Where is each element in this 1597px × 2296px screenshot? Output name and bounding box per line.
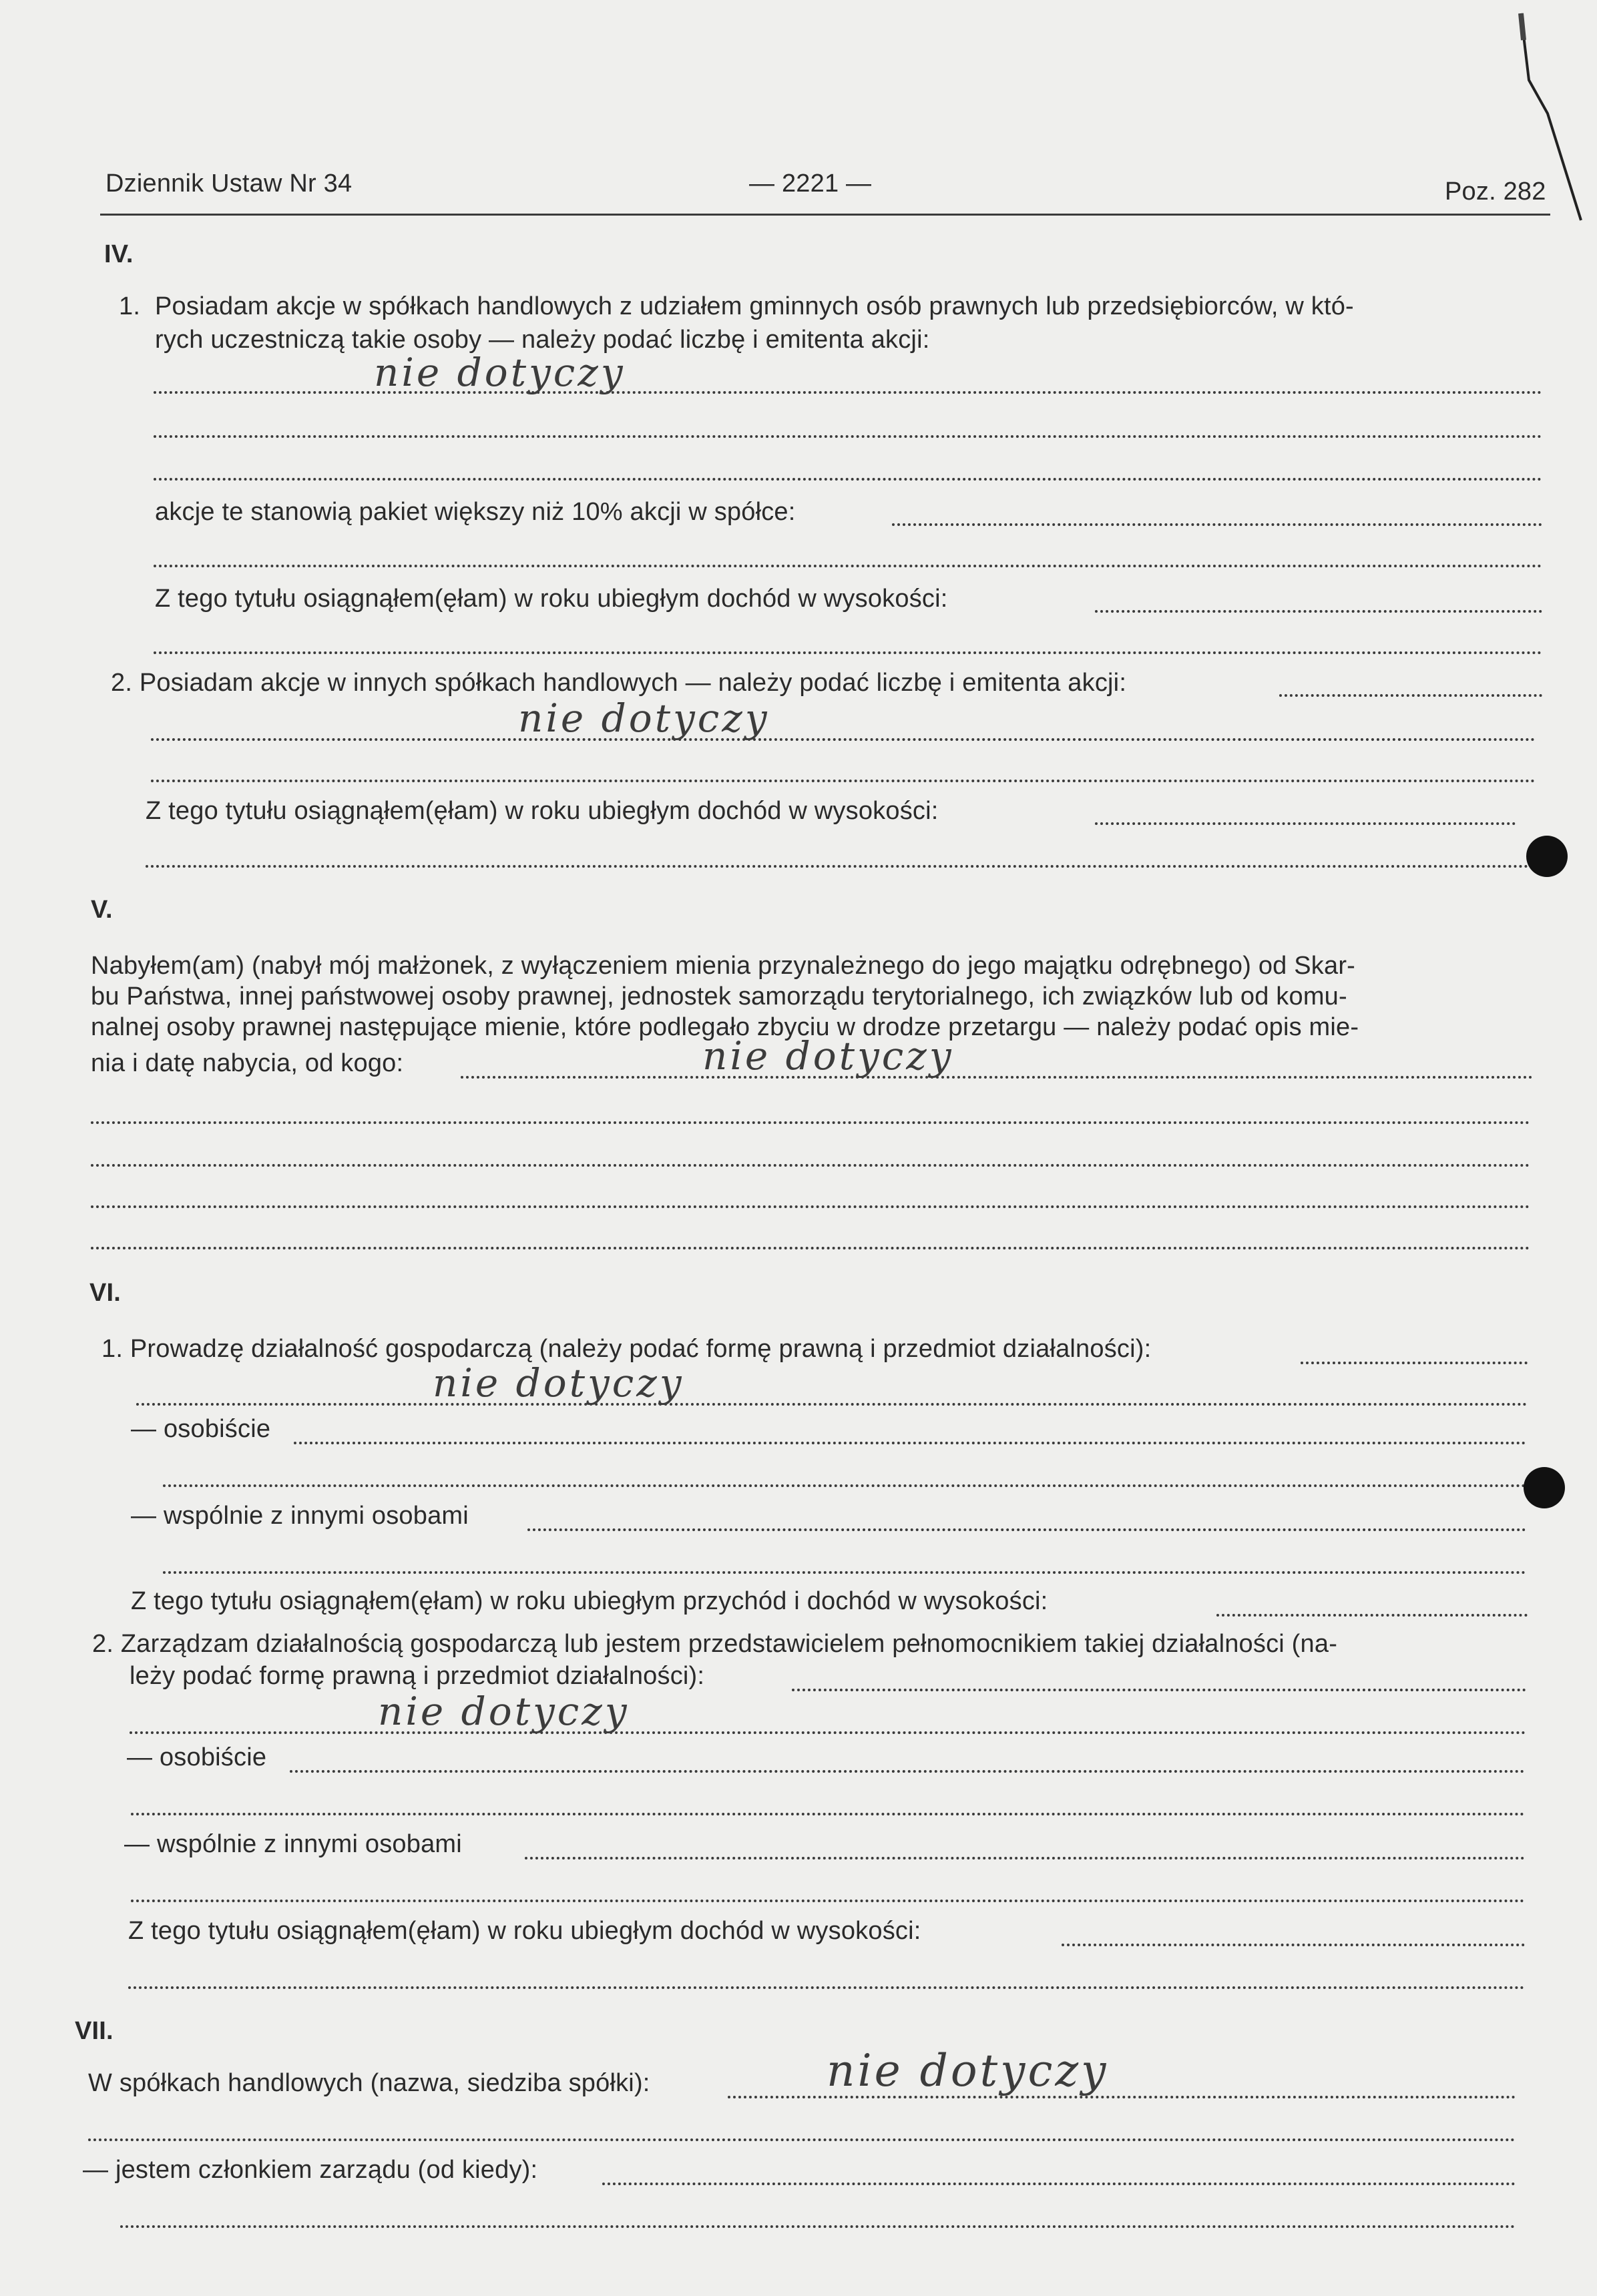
v-handwritten-answer: nie dotyczy <box>702 1033 954 1079</box>
vii-board-line-2[interactable] <box>120 2225 1516 2228</box>
punch-hole-bottom <box>1524 1467 1565 1508</box>
section-vi-heading: VI. <box>89 1279 122 1307</box>
iv-item2-answer-line[interactable] <box>151 738 1536 741</box>
vi-item1-jointly-field[interactable] <box>527 1528 1526 1531</box>
punch-hole-top <box>1526 836 1568 877</box>
vi-item2-income-field[interactable] <box>1062 1944 1525 1946</box>
header-rule <box>100 214 1550 216</box>
vi-item2-personal-line-2[interactable] <box>131 1813 1525 1815</box>
vi-item1-jointly-line-2[interactable] <box>163 1571 1526 1574</box>
vii-handwritten-answer: nie dotyczy <box>827 2045 1109 2096</box>
vi-item2-personal-label: — osobiście <box>127 1743 267 1771</box>
vi-item2-jointly-field[interactable] <box>525 1857 1525 1859</box>
section-iv-heading: IV. <box>104 240 134 268</box>
vi-item2-income-label: Z tego tytułu osiągnąłem(ęłam) w roku ubiegłym dochód w wysokości: <box>128 1917 921 1945</box>
v-line-3[interactable] <box>91 1164 1530 1167</box>
vi-item2-handwritten-answer: nie dotyczy <box>378 1689 630 1734</box>
vi-item1-personal-field[interactable] <box>294 1442 1526 1444</box>
iv-item1-income-line-2[interactable] <box>154 651 1542 654</box>
v-text-line2: bu Państwa, innej państwowej osoby prawnej, jednostek samorządu terytorialnego, ich związków lub od komu- <box>91 982 1347 1011</box>
v-text-line4: nia i datę nabycia, od kogo: <box>91 1049 404 1077</box>
iv-item2-income-line-2[interactable] <box>146 865 1534 868</box>
iv-packet-label: akcje te stanowią pakiet większy niż 10% akcji w spółce: <box>155 498 796 526</box>
vi-item2-text-line1: 2. Zarządzam działalnością gospodarczą lub jestem przedstawicielem pełnomocnikiem takiej działalności (na- <box>92 1630 1338 1658</box>
v-line-4[interactable] <box>91 1205 1530 1208</box>
iv-item1-number: 1. <box>119 292 141 320</box>
vii-board-field[interactable] <box>602 2183 1516 2185</box>
vii-board-label: — jestem członkiem zarządu (od kiedy): <box>83 2156 538 2184</box>
iv-item2-line-2[interactable] <box>151 780 1536 782</box>
vi-item1-handwritten-answer: nie dotyczy <box>433 1360 684 1406</box>
vi-item2-income-line-2[interactable] <box>128 1986 1525 1989</box>
v-line-5[interactable] <box>91 1247 1530 1249</box>
iv-item1-line-2[interactable] <box>154 435 1542 438</box>
iv-item1-answer-line[interactable] <box>154 391 1542 394</box>
vi-item2-field[interactable] <box>792 1689 1526 1691</box>
vi-item1-personal-label: — osobiście <box>131 1415 271 1443</box>
vi-item1-field[interactable] <box>1301 1362 1528 1364</box>
iv-item1-income-label: Z tego tytułu osiągnąłem(ęłam) w roku ubiegłym dochód w wysokości: <box>155 585 948 613</box>
page-number: — 2221 — <box>749 170 872 198</box>
vii-companies-line-2[interactable] <box>88 2138 1516 2141</box>
iv-item2-income-field[interactable] <box>1095 822 1516 825</box>
vi-item1-answer-line[interactable] <box>136 1403 1528 1406</box>
vi-item2-personal-field[interactable] <box>290 1770 1525 1773</box>
vi-item2-text-line2: leży podać formę prawną i przedmiot działalności): <box>130 1662 705 1690</box>
iv-item1-income-field[interactable] <box>1095 610 1542 613</box>
v-text-line1: Nabyłem(am) (nabył mój małżonek, z wyłączeniem mienia przynależnego do jego majątku odrębnego) od Skar- <box>91 952 1356 980</box>
v-answer-field[interactable] <box>461 1076 1533 1079</box>
iv-packet-field[interactable] <box>892 523 1542 526</box>
v-line-2[interactable] <box>91 1121 1530 1124</box>
iv-item2-handwritten-answer: nie dotyczy <box>518 695 770 741</box>
section-vii-heading: VII. <box>75 2017 113 2045</box>
vi-item1-income-field[interactable] <box>1216 1614 1528 1617</box>
vi-item2-jointly-label: — wspólnie z innymi osobami <box>124 1830 462 1858</box>
vi-item1-income-label: Z tego tytułu osiągnąłem(ęłam) w roku ubiegłym przychód i dochód w wysokości: <box>131 1587 1048 1615</box>
iv-item1-line-3[interactable] <box>154 478 1542 481</box>
vii-companies-label: W spółkach handlowych (nazwa, siedziba spółki): <box>88 2069 650 2097</box>
position-number: Poz. 282 <box>1445 178 1546 206</box>
vi-item2-jointly-line-2[interactable] <box>131 1900 1525 1902</box>
iv-item2-income-label: Z tego tytułu osiągnąłem(ęłam) w roku ubiegłym dochód w wysokości: <box>146 797 939 825</box>
section-v-heading: V. <box>91 896 113 924</box>
iv-item1-text-line2: rych uczestniczą takie osoby — należy podać liczbę i emitenta akcji: <box>155 326 930 354</box>
vi-item2-answer-line[interactable] <box>130 1731 1526 1734</box>
vi-item1-text: 1. Prowadzę działalność gospodarczą (należy podać formę prawną i przedmiot działalności): <box>101 1335 1152 1363</box>
vi-item1-jointly-label: — wspólnie z innymi osobami <box>131 1502 469 1530</box>
iv-item1-handwritten-answer: nie dotyczy <box>374 350 626 395</box>
journal-title: Dziennik Ustaw Nr 34 <box>105 170 353 198</box>
iv-packet-line-2[interactable] <box>154 565 1542 567</box>
iv-item2-field[interactable] <box>1279 694 1542 697</box>
iv-item2-text: 2. Posiadam akcje w innych spółkach handlowych — należy podać liczbę i emitenta akcji: <box>111 669 1127 697</box>
iv-item1-text-line1: Posiadam akcje w spółkach handlowych z udziałem gminnych osób prawnych lub przedsiębiorców, w któ- <box>155 292 1354 320</box>
vi-item1-personal-line-2[interactable] <box>163 1484 1526 1487</box>
v-text-line3: nalnej osoby prawnej następujące mienie, które podlegało zbyciu w drodze przetargu — należy podać opis mie- <box>91 1013 1359 1041</box>
